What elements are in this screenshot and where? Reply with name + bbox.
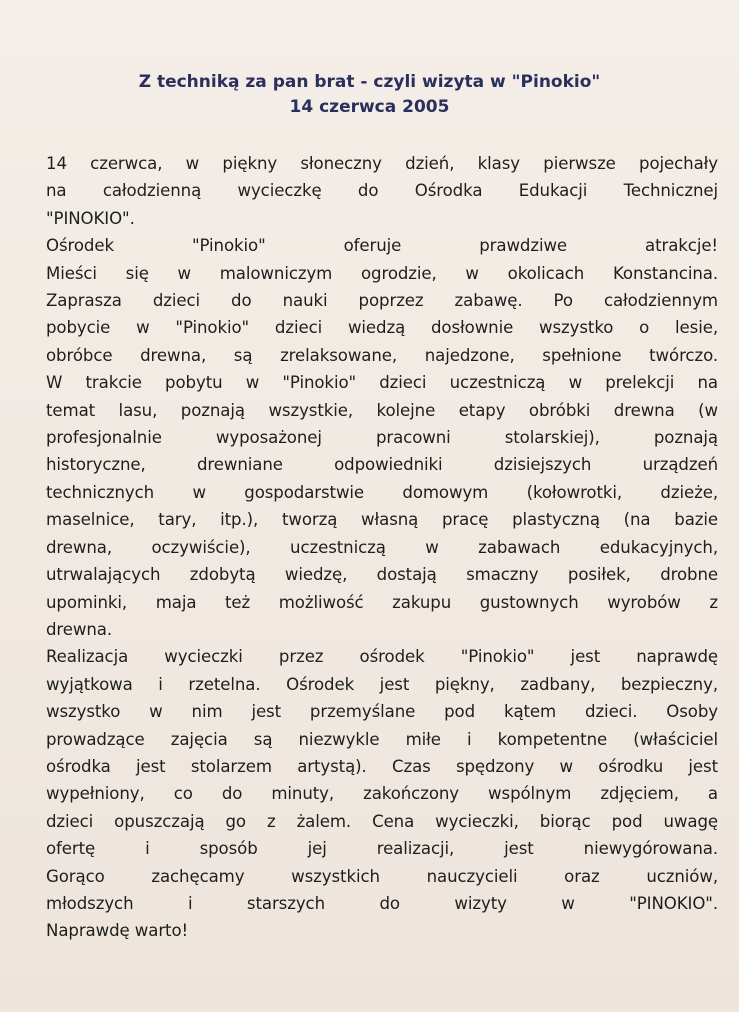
text-line: utrwalających zdobytą wiedzę, dostają smaczny posiłek, drobne: [46, 565, 718, 585]
text-line: Gorąco zachęcamy wszystkich nauczycieli oraz uczniów,: [46, 866, 718, 886]
document-title: Z techniką za pan brat - czyli wizyta w "Pinokio": [138, 72, 601, 92]
text-line: ośrodka jest stolarzem artystą). Czas spędzony w ośrodku jest: [46, 756, 718, 776]
text-line: Ośrodek "Pinokio" oferuje prawdziwe atrakcje!: [46, 236, 718, 256]
text-line: prowadzące zajęcia są niezwykle miłe i kompetentne (właściciel: [46, 729, 718, 749]
text-line: profesjonalnie wyposażonej pracowni stolarskiej), poznają: [46, 428, 718, 448]
text-line: Zaprasza dzieci do nauki poprzez zabawę. Po całodziennym: [46, 291, 718, 311]
text-line: 14 czerwca, w piękny słoneczny dzień, klasy pierwsze pojechały: [46, 154, 718, 173]
text-line: historyczne, drewniane odpowiedniki dzisiejszych urządzeń: [46, 455, 718, 475]
text-line: upominki, maja też możliwość zakupu gustownych wyrobów z: [46, 592, 718, 612]
text-line: wszystko w nim jest przemyślane pod kątem dzieci. Osoby: [46, 702, 718, 722]
text-line: wyjątkowa i rzetelna. Ośrodek jest piękny, zadbany, bezpieczny,: [46, 674, 718, 694]
text-line: W trakcie pobytu w "Pinokio" dzieci uczestniczą w prelekcji na: [46, 373, 718, 393]
document-date: 14 czerwca 2005: [289, 97, 450, 117]
text-line: technicznych w gospodarstwie domowym (kołowrotki, dzieże,: [46, 482, 718, 502]
text-line: drewna, oczywiście), uczestniczą w zabawach edukacyjnych,: [46, 537, 718, 557]
text-line: drewna.: [46, 619, 113, 639]
document-header: [0, 70, 739, 120]
text-line: Naprawdę warto!: [46, 921, 189, 941]
text-line: temat lasu, poznają wszystkie, kolejne etapy obróbki drewna (w: [46, 400, 718, 420]
text-line: dzieci opuszczają go z żalem. Cena wycieczki, biorąc pod uwagę: [46, 811, 718, 831]
text-line: obróbce drewna, są zrelaksowane, najedzone, spełnione twórczo.: [46, 345, 718, 365]
text-line: ofertę i sposób jej realizacji, jest niewygórowana.: [46, 839, 718, 859]
text-line: młodszych i starszych do wizyty w "PINOKIO".: [46, 893, 718, 913]
text-line: maselnice, tary, itp.), tworzą własną pracę plastyczną (na bazie: [46, 510, 718, 530]
text-line: wypełniony, co do minuty, zakończony wspólnym zdjęciem, a: [46, 784, 718, 804]
text-line: pobycie w "Pinokio" dzieci wiedzą dosłownie wszystko o lesie,: [46, 318, 718, 338]
text-line: Realizacja wycieczki przez ośrodek "Pinokio" jest naprawdę: [46, 647, 718, 667]
text-line: Mieści się w malowniczym ogrodzie, w okolicach Konstancina.: [46, 263, 718, 283]
text-line: na całodzienną wycieczkę do Ośrodka Edukacji Technicznej: [46, 181, 718, 201]
text-line: "PINOKIO".: [46, 208, 135, 228]
article-body: [46, 150, 718, 945]
